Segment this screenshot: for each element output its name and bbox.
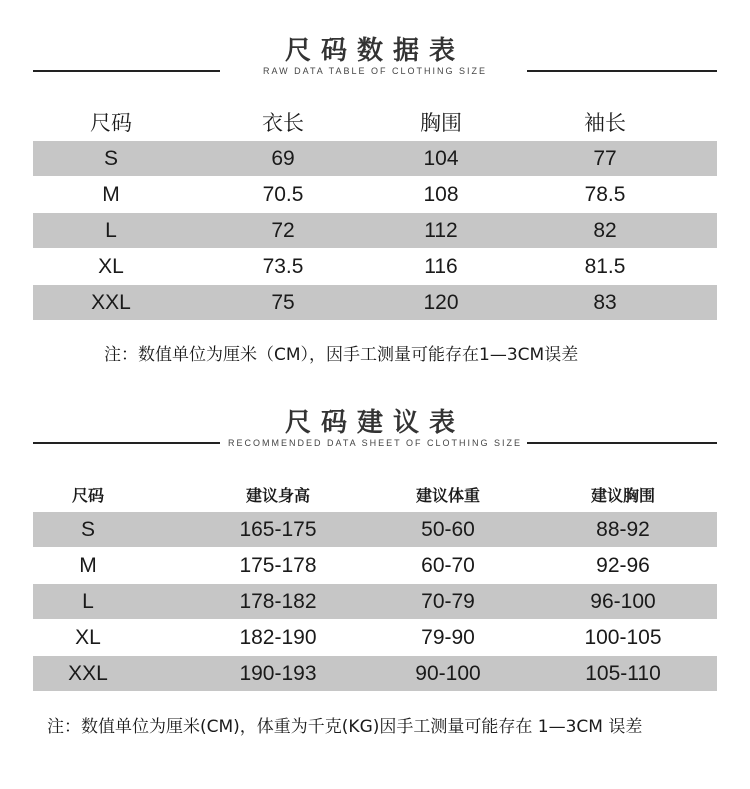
header-cell: 袖长 [584,110,626,135]
table2-header-row [33,477,717,512]
table-cell: 178-182 [239,589,317,613]
table-cell: 120 [423,290,459,314]
table-cell: XXL [91,290,131,314]
table1-note: 注：数值单位为厘米（CM），因手工测量可能存在1—3CM误差 [104,345,579,365]
table-row [33,285,717,320]
table-row [33,584,717,619]
table2-title: 尺码建议表 [284,408,465,438]
title-divider-right [527,70,717,72]
table-cell: 182-190 [239,625,317,649]
table-row [33,213,717,248]
table-cell: 190-193 [239,661,317,685]
table-cell: 105-110 [585,661,661,685]
header-cell: 建议体重 [415,486,480,505]
header-cell: 建议胸围 [590,486,655,505]
table-row [33,548,717,583]
table-cell: 90-100 [415,661,481,685]
table-cell: 104 [423,146,459,170]
table-cell: M [102,182,120,206]
table-row [33,249,717,284]
table-cell: 81.5 [584,254,626,278]
table2-subtitle: RECOMMENDED DATA SHEET OF CLOTHING SIZE [227,438,523,448]
table-row [33,141,717,176]
table-row [33,512,717,547]
table-cell: 96-100 [590,589,656,613]
table1-header-row [33,104,717,139]
table-cell: L [105,218,117,242]
table-cell: XL [75,625,101,649]
table-cell: L [82,589,94,613]
table-cell: 77 [593,146,617,170]
table-cell: 79-90 [421,625,475,649]
table-cell: 116 [424,254,458,278]
title-divider-left [33,442,220,444]
table-cell: 88-92 [596,517,650,541]
table-cell: 70.5 [262,182,304,206]
table-cell: 100-105 [584,625,662,649]
table-row [33,177,717,212]
table-cell: 83 [593,290,617,314]
table-cell: 69 [271,146,295,170]
table-cell: 92-96 [596,553,650,577]
table-cell: 73.5 [262,254,304,278]
header-cell: 胸围 [420,110,462,135]
table-cell: 60-70 [421,553,475,577]
table-cell: M [79,553,97,577]
table-cell: S [80,517,95,541]
table-cell: 78.5 [584,182,626,206]
table-cell: 108 [423,182,459,206]
table-cell: 75 [271,290,295,314]
table-cell: XL [98,254,124,278]
table-cell: 50-60 [421,517,475,541]
table2-note: 注：数值单位为厘米(CM)，体重为千克(KG)因手工测量可能存在 1—3CM 误差 [47,717,643,737]
title-divider-left [33,70,220,72]
table-cell: 112 [424,218,458,242]
table-row [33,656,717,691]
table-cell: S [103,146,118,170]
header-cell: 衣长 [262,110,304,135]
table-cell: 72 [271,218,295,242]
table-row [33,620,717,655]
table-cell: 165-175 [239,517,317,541]
header-cell: 尺码 [90,110,132,135]
table-cell: 175-178 [239,553,317,577]
table-cell: 82 [593,218,617,242]
header-cell: 建议身高 [245,486,310,505]
table-cell: 70-79 [421,589,475,613]
title-divider-right [527,442,717,444]
header-cell: 尺码 [71,486,104,505]
table1-title: 尺码数据表 [284,36,465,66]
table-cell: XXL [68,661,108,685]
table1-subtitle: RAW DATA TABLE OF CLOTHING SIZE [262,66,488,76]
